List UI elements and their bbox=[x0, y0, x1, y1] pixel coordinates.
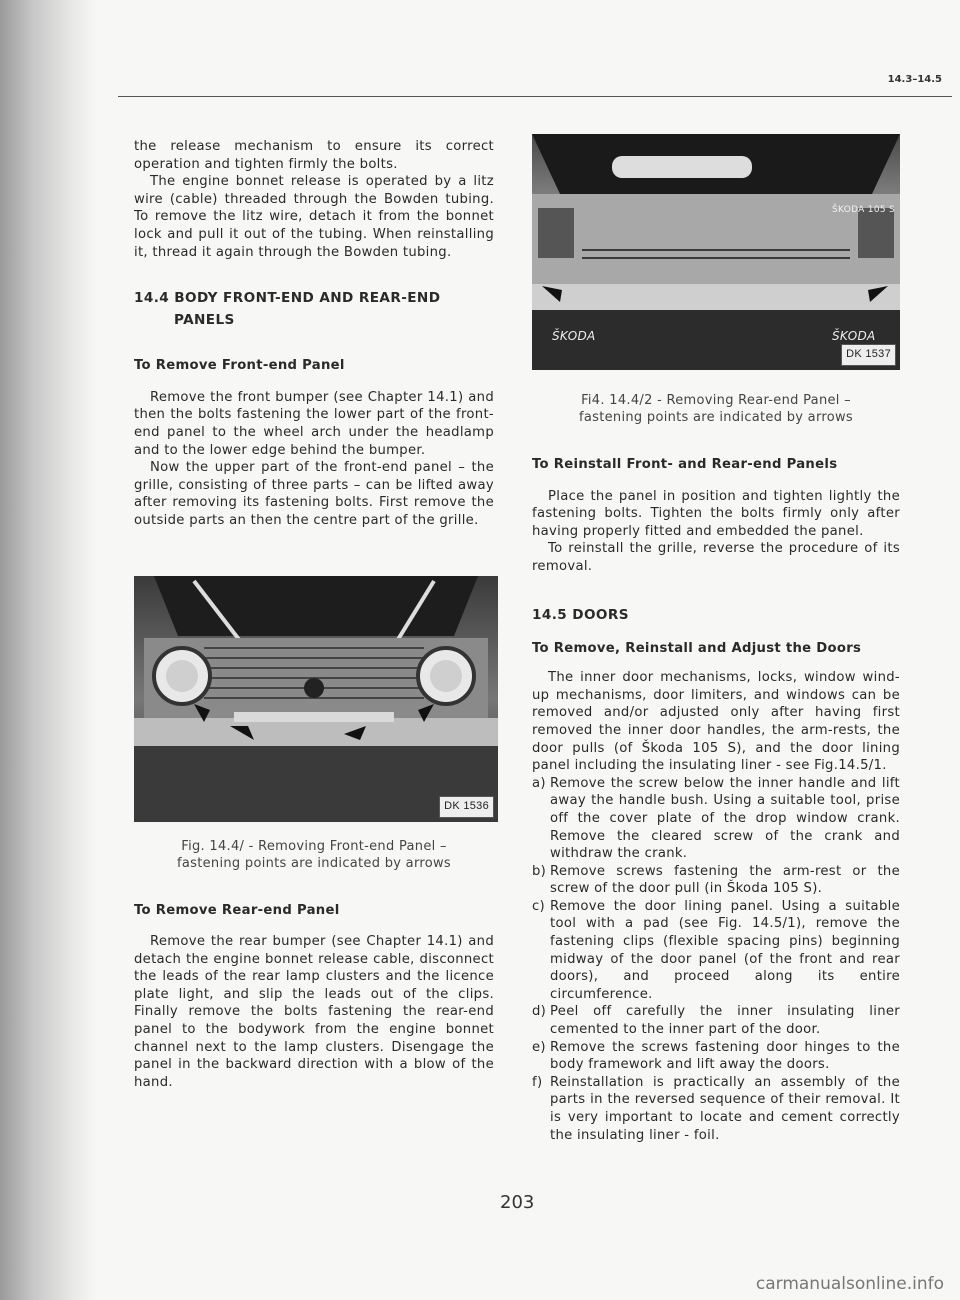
header-rule bbox=[118, 96, 952, 97]
figure-14-4-1-photo bbox=[134, 576, 498, 822]
section-heading-14-5: 14.5 DOORS bbox=[532, 606, 629, 623]
right-column bbox=[532, 134, 900, 1144]
section-reference: 14.3–14.5 bbox=[887, 74, 942, 85]
list-item: b) Remove screws fastening the arm-rest or the screw of the door pull (in Škoda 105 S). bbox=[532, 863, 900, 897]
subheading-reinstall: To Reinstall Front- and Rear-end Panels bbox=[532, 457, 838, 472]
reinstall-paragraph-2: To reinstall the grille, reverse the procedure of its removal. bbox=[532, 541, 900, 574]
list-item: d) Peel off carefully the inner insulating liner cemented to the inner part of the door. bbox=[532, 1004, 900, 1038]
front-panel-paragraph-2: Now the upper part of the front-end panel – the grille, consisting of three parts – can be lifted away after removing its fastening bolts. First remove the outside parts an then the centre part of the grille. bbox=[134, 460, 494, 528]
page-number: 203 bbox=[500, 1192, 535, 1213]
subheading-doors: To Remove, Reinstall and Adjust the Doors bbox=[532, 640, 862, 656]
left-column bbox=[134, 138, 494, 1091]
rear-panel-paragraph: Remove the rear bumper (see Chapter 14.1) and detach the engine bonnet release cable, disconnect the leads of the rear lamp clusters and the licence plate light, and slip the leads out of the clips. Finally remove the bolts fastening the rear-end panel to the bodywork from the engine bonnet channel next to the lamp clusters. Disengage the panel in the backward direction with a blow of the hand. bbox=[134, 934, 494, 1090]
figure-caption-line-1: Fig. 14.4/ - Removing Front-end Panel – bbox=[181, 838, 447, 854]
figure-tag: DK 1537 bbox=[841, 344, 896, 366]
logo-left: ŠKODA bbox=[552, 329, 596, 343]
list-item: a) Remove the screw below the inner handle and lift away the handle bush. Using a suitable tool, prise off the cover plate of the drop window crank. Remove the cleared screw of the crank and withdraw the crank. bbox=[532, 775, 900, 862]
section-heading-14-4: 14.4 BODY FRONT-END AND REAR-END PANELS bbox=[134, 290, 441, 329]
door-steps-list bbox=[532, 775, 900, 1144]
list-item: f) Reinstallation is practically an assembly of the parts in the reversed sequence of their removal. It is very important to locate and cement correctly the insulating liner - foil. bbox=[532, 1074, 900, 1143]
figure-caption-line-1: Fi4. 14.4/2 - Removing Rear-end Panel – bbox=[581, 393, 851, 408]
doors-paragraph: The inner door mechanisms, locks, window wind-up mechanisms, door limiters, and windows can be removed and/or adjusted only after having first removed the inner door handles, the arm-rests, the door pulls (of Škoda 105 S), and the door lining panel including the insulating liner - see Fig.14.5/1. bbox=[532, 670, 900, 774]
front-end-car-image bbox=[134, 576, 498, 822]
intro-paragraph-2: The engine bonnet release is operated by a litz wire (cable) threaded through the Bowden tubing. To remove the litz wire, detach it from the bonnet lock and pull it out of the tubing. When reinstalling it, thread it again through the Bowden tubing. bbox=[134, 174, 494, 260]
logo-right: ŠKODA bbox=[832, 329, 876, 343]
figure-tag: DK 1536 bbox=[439, 796, 494, 818]
watermark: carmanualsonline.info bbox=[755, 1274, 944, 1294]
intro-paragraph-1: the release mechanism to ensure its correct operation and tighten firmly the bolts. bbox=[134, 139, 494, 172]
figure-14-4-2-photo bbox=[532, 134, 900, 370]
reinstall-paragraph-1: Place the panel in position and tighten lightly the fastening bolts. Tighten the bolts firmly only after having properly fitted and embedded the panel. bbox=[532, 488, 900, 539]
figure-caption-line-2: fastening points are indicated by arrows bbox=[579, 410, 853, 425]
rear-end-car-image bbox=[532, 134, 900, 370]
front-panel-paragraph-1: Remove the front bumper (see Chapter 14.1) and then the bolts fastening the lower part of the front-end panel to the wheel arch under the headlamp and to the lower edge behind the bumper. bbox=[134, 389, 494, 458]
subheading-front-panel: To Remove Front-end Panel bbox=[134, 358, 345, 374]
list-item: e) Remove the screws fastening door hinges to the body framework and lift away the doors. bbox=[532, 1039, 900, 1073]
car-badge: ŠKODA 105 S bbox=[832, 205, 896, 215]
book-spine-shadow bbox=[0, 0, 96, 1300]
figure-caption-line-2: fastening points are indicated by arrows bbox=[177, 855, 451, 871]
subheading-rear-panel: To Remove Rear-end Panel bbox=[134, 902, 340, 918]
list-item: c) Remove the door lining panel. Using a suitable tool with a pad (see Fig. 14.5/1), remove the fastening clips (flexible spacing pins) beginning midway of the door panel (of the front and rear doors), and proceed along its entire circumference. bbox=[532, 898, 900, 1002]
